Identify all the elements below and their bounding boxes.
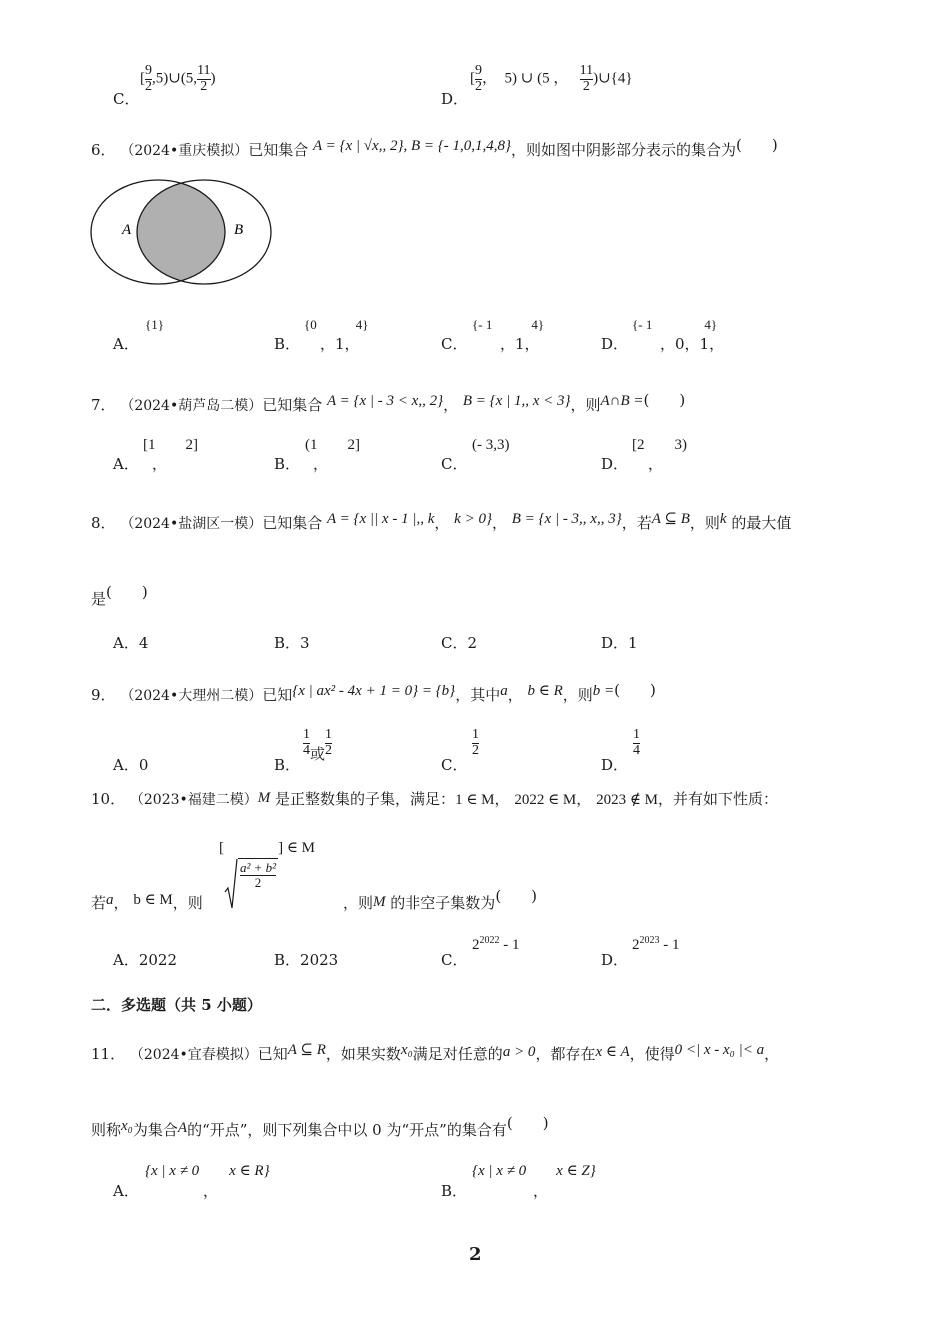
q7-option-b-label: B． [274, 455, 301, 473]
venn-diagram [88, 178, 278, 288]
q11-option-a-top: {x | x ≠ 0 x ∈ R} [145, 1163, 270, 1179]
q6-option-b-label: B． [274, 335, 301, 353]
q11-number: 11． [91, 1045, 126, 1063]
q10-option-d-label: D． [601, 951, 629, 969]
q8-stem-line2: 是( ) [91, 583, 148, 608]
q9-option-b-label: B． [274, 756, 301, 774]
q6-option-d-label: D． [601, 335, 629, 353]
q11-option-a-bottom: ， [203, 1182, 219, 1200]
q10-sqrt-expression: [ $\frac{\text{a² + b²}}{2}$ ] ∈ M [219, 858, 315, 910]
q10-source: （2023•福建二模） [129, 792, 258, 808]
q6-option-a-label: A． [113, 335, 139, 353]
q11-stem: 11． （2024•宜春模拟）已知A ⊆ R，如果实数x₀满足对任意的a > 0，都存在x ∈ A，使得0 <| x - x₀ |< a， [91, 1042, 780, 1063]
q9-option-c-math: $\frac{1}{2}$ [472, 727, 479, 758]
page-number: 2 [469, 1244, 482, 1265]
q7-option-d-label: D． [601, 455, 629, 473]
q7-option-a-label: A． [113, 455, 139, 473]
q10-stem: 10． （2023•福建二模）M 是正整数集的子集，满足：1 ∈ M， 2022 ∈ M， 2023 ∉ M，并有如下性质： [91, 790, 779, 808]
q10-option-c-math: $2^{2022} - 1$ [472, 935, 520, 953]
q6-option-a-top: {1} [145, 317, 164, 332]
q6-option-c-bottom: ，1， [500, 335, 540, 353]
section-2-title: 二．多选题（共 5 小题） [91, 996, 262, 1014]
q10-option-d-math: $2^{2023} - 1$ [632, 935, 680, 953]
q6-stem: 6． （2024•重庆模拟）已知集合 A = {x | √x,, 2}, B = {- 1,0,1,4,8}，则如图中阴影部分表示的集合为( ) [91, 136, 778, 159]
q7-source: （2024•葫芦岛二模） [120, 398, 263, 414]
q6-source: （2024•重庆模拟） [120, 143, 249, 159]
q8-source: （2024•盐湖区一模） [120, 516, 263, 532]
q9-number: 9． [91, 686, 116, 704]
q8-number: 8． [91, 514, 116, 532]
q9-stem: 9． （2024•大理州二模）已知{x | ax² - 4x + 1 = 0} = {b}，其中a， b ∈ R，则b =( ) [91, 681, 656, 704]
q6-option-c-label: C． [441, 335, 468, 353]
q7-stem: 7． （2024•葫芦岛二模）已知集合 A = {x | - 3 < x,, 2}， B = {x | 1,, x < 3}，则A∩B =( ) [91, 391, 686, 414]
q8-stem: 8． （2024•盐湖区一模）已知集合 A = {x || x - 1 |,, k， k > 0}， B = {x | - 3,, x,, 3}，若A ⊆ B，则k 的最大值 [91, 511, 792, 532]
q7-option-c-label: C． [441, 455, 468, 473]
q7-math-c: A∩B = [600, 393, 644, 409]
q6-option-b-top: {0 4} [304, 317, 369, 332]
q9-option-a: A．0 [113, 756, 149, 774]
q7-option-a-top: [1 2] [143, 437, 198, 453]
q8-option-a: A．4 [113, 634, 149, 652]
q6-option-d-bottom: ，0，1， [660, 335, 725, 353]
q10-option-a: A．2022 [113, 951, 178, 969]
q10-option-b: B．2023 [274, 951, 339, 969]
q6-option-d-top: {- 1 4} [632, 317, 718, 332]
q10-stem-line2: 若a， b ∈ M，则 [91, 892, 203, 912]
q7-math-a: A = {x | - 3 < x,, 2} [327, 393, 444, 409]
q11-stem-line2: 则称x₀为集合A的“开点”，则下列集合中以 0 为“开点”的集合有( ) [91, 1114, 549, 1139]
q10-number: 10． [91, 790, 126, 808]
venn-label-b: B [234, 222, 244, 238]
q11-option-b-top: {x | x ≠ 0 x ∈ Z} [472, 1163, 596, 1179]
q5-option-c-math: [ $\frac{9}{2}$ ,5)∪(5, $\frac{11}{2}$ ) [140, 63, 216, 94]
q11-option-b-label: B． [441, 1182, 468, 1200]
q7-math-b: B = {x | 1,, x < 3} [462, 393, 571, 409]
q5-option-d-label: D． [441, 90, 469, 108]
q7-option-b-bottom: ， [313, 455, 329, 473]
q9-option-d-label: D． [601, 756, 629, 774]
q6-math: A = {x | √x,, 2}, B = {- 1,0,1,4,8} [313, 138, 511, 154]
q5-option-c-label: C． [113, 90, 140, 108]
q5-option-d-math: [ $\frac{9}{2}$ ， 5) ∪ (5 ， $\frac{11}{2}$ )∪{4} [470, 63, 633, 94]
q7-option-d-bottom: ， [648, 455, 664, 473]
q10-option-c-label: C． [441, 951, 468, 969]
q7-option-c-top: (- 3,3) [472, 437, 510, 453]
q7-number: 7． [91, 396, 116, 414]
q8-option-d: D．1 [601, 634, 638, 652]
q7-option-b-top: (1 2] [305, 437, 360, 453]
venn-label-a: A [122, 222, 132, 238]
q6-option-c-top: {- 1 4} [472, 317, 545, 332]
q7-option-d-top: [2 3) [632, 437, 687, 453]
q7-option-a-bottom: ， [152, 455, 168, 473]
q10-stem-line2b: ，则M 的非空子集数为( ) [343, 887, 538, 912]
q8-option-b: B．3 [274, 634, 310, 652]
q9-option-b-math: $\frac{1}{4}$ 或 $\frac{1}{2}$ [303, 727, 333, 764]
q9-option-c-label: C． [441, 756, 468, 774]
q11-source: （2024•宜春模拟） [129, 1047, 258, 1063]
q6-number: 6． [91, 141, 116, 159]
q9-source: （2024•大理州二模） [120, 688, 263, 704]
q9-option-d-math: $\frac{1}{4}$ [633, 727, 640, 758]
q11-option-b-bottom: ， [533, 1182, 549, 1200]
q6-option-b-bottom: ，1， [320, 335, 360, 353]
q8-option-c: C．2 [441, 634, 478, 652]
q11-option-a-label: A． [113, 1182, 139, 1200]
